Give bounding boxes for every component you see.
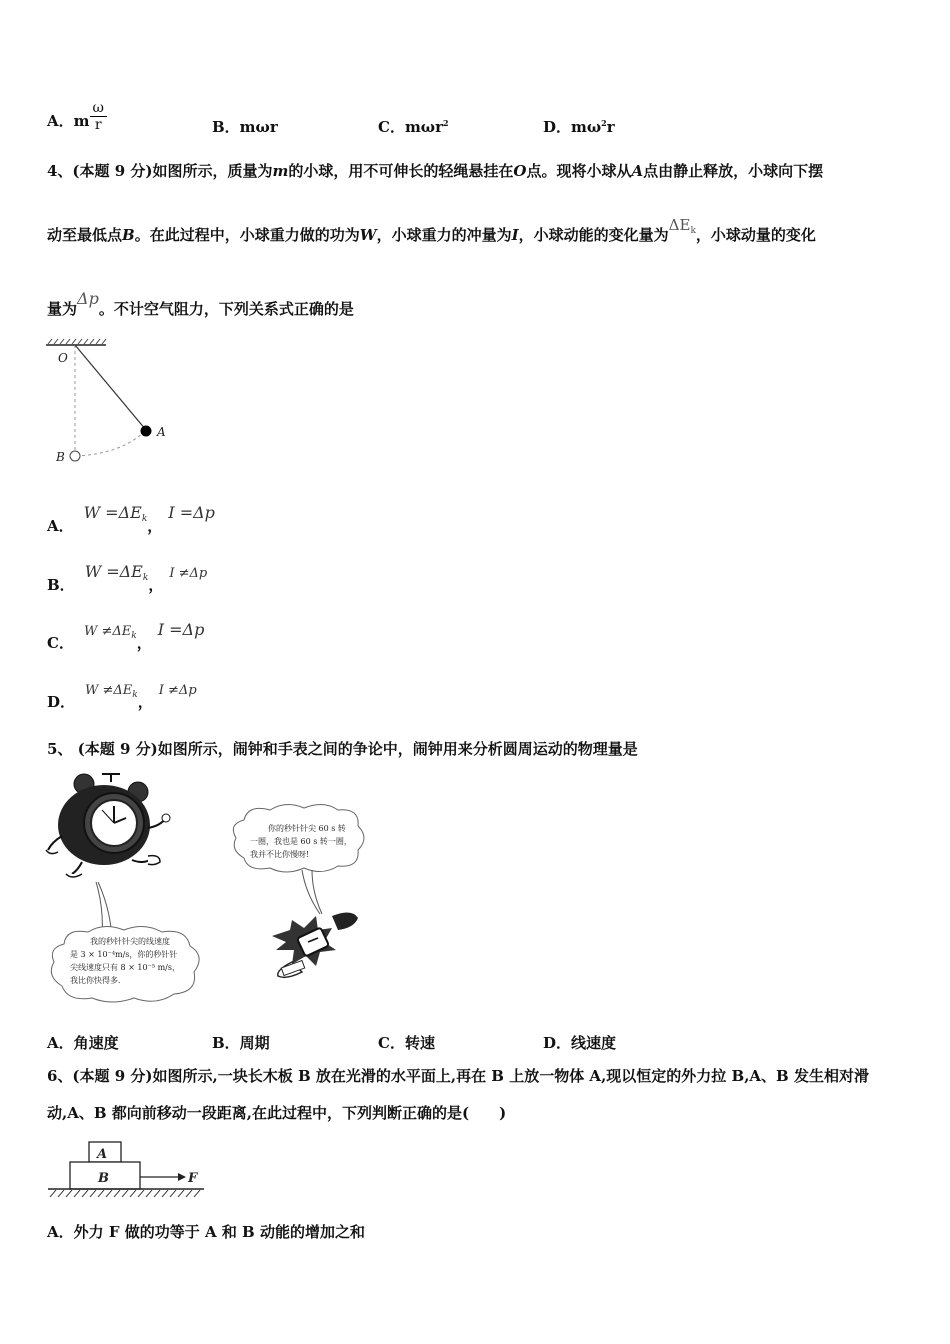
q3-option-a-fraction (90, 100, 107, 133)
q3-option-c[interactable] (378, 116, 449, 137)
ball-a (141, 426, 152, 437)
clock-bubble-line: 我比你快得多. (70, 976, 121, 985)
clock-bubble-text (70, 935, 200, 987)
q4-delta-ek-main: ΔE (668, 216, 691, 234)
q4-option-c-right: I =Δp (157, 620, 205, 639)
q3-option-d[interactable] (543, 116, 615, 137)
block-a-label: A (97, 1147, 108, 1162)
blocks-figure (44, 1138, 214, 1202)
q3-option-d-tail: r (606, 118, 615, 136)
q4-option-b-right: I ≠Δp (169, 566, 208, 581)
q4-option-b-left-sub: k (142, 573, 149, 583)
q4-option-d-left-sub: k (132, 690, 138, 700)
q3-option-b-label: B．mωr (212, 118, 278, 136)
q4-var-m: m (272, 162, 289, 180)
q4-text: ，小球重力的冲量为 (376, 226, 512, 244)
q4-option-a-left-main: W =ΔE (83, 503, 142, 522)
q4-option-d-right: I ≠Δp (158, 683, 197, 698)
q3-option-a-label: A．m (47, 112, 90, 130)
q5-option-a[interactable]: A．角速度 (47, 1034, 119, 1052)
q4-var-a: A (631, 162, 644, 180)
q4-option-d-label: D． (47, 693, 76, 711)
q3-option-c-label: C．mωr (378, 118, 443, 136)
q4-option-a-sep: ， (147, 517, 163, 535)
q5-option-c[interactable]: C．转速 (378, 1034, 435, 1052)
q4-var-w: W (359, 226, 377, 244)
q4-option-b-left-main: W =ΔE (84, 562, 143, 581)
q4-text: ，小球动量的变化 (695, 226, 816, 244)
wristwatch-cartoon (262, 906, 362, 981)
q3-option-d-exponent: 2 (601, 118, 607, 128)
force-arrow-head (178, 1173, 186, 1181)
q4-text: 。不计空气阻力，下列关系式正确的是 (98, 300, 354, 318)
label-b: B (56, 450, 65, 464)
q3-option-c-exponent: 2 (443, 118, 449, 128)
q6-stem-line-1: 6、(本题 9 分)如图所示,一块长木板 B 放在光滑的水平面上,再在 B 上放一物体 A,现以恒定的外力拉 B,A、B 发生相对滑 (47, 1067, 869, 1085)
q4-option-a[interactable] (47, 503, 215, 535)
watch-bubble-line: 一圈，我也是 60 s 转一圈， (250, 837, 352, 846)
watch-bubble-line: 你的秒针针尖 60 s 转 (268, 824, 346, 833)
q4-option-a-right: I =Δp (168, 503, 215, 522)
q4-text: 点由静止释放，小球向下摆 (643, 162, 824, 180)
q4-line-3 (47, 289, 354, 319)
q4-option-d[interactable] (47, 681, 197, 711)
q4-option-b-left (85, 562, 149, 581)
q4-text: 4、(本题 9 分)如图所示，质量为 (47, 162, 273, 180)
q4-option-d-left-main: W ≠ΔE (85, 683, 133, 698)
label-o: O (58, 351, 68, 365)
q3-option-a-numerator: ω (90, 100, 107, 117)
clock-bubble-line: 是 3 × 10⁻⁴m/s，你的秒针针 (70, 950, 178, 959)
clock-bubble-line: 尖线速度只有 8 × 10⁻⁵ m/s， (70, 963, 180, 972)
q4-option-a-label: A． (47, 517, 74, 535)
q4-text: ，小球动能的变化量为 (518, 226, 669, 244)
watch-bubble-line: 我并不比你慢呀! (250, 850, 310, 859)
q6-stem-line-2: 动,A、B 都向前移动一段距离,在此过程中，下列判断正确的是( ) (47, 1104, 507, 1122)
q3-option-b[interactable] (212, 116, 278, 137)
force-f-label: F (188, 1171, 198, 1186)
watch-bubble-text (250, 822, 360, 861)
q4-delta-p: Δp (77, 289, 99, 308)
q4-option-c[interactable] (47, 620, 205, 652)
pendulum-figure (40, 336, 180, 471)
q4-line-1 (47, 161, 823, 181)
q4-var-i: I (511, 226, 519, 244)
q4-option-b-sep: ， (148, 576, 164, 594)
q4-var-o: O (513, 162, 527, 180)
q4-line-2 (47, 216, 816, 251)
q3-option-a[interactable] (47, 99, 107, 133)
alarm-clock-cartoon (42, 770, 172, 885)
ball-b (70, 451, 80, 461)
q4-option-d-sep: ， (137, 693, 153, 711)
q3-option-a-denominator: r (94, 116, 102, 133)
q4-text: 的小球，用不可伸长的轻绳悬挂在 (288, 162, 514, 180)
q4-var-b: B (122, 226, 135, 244)
q5-stem: 5、 (本题 9 分)如图所示，闹钟和手表之间的争论中，闹钟用来分析圆周运动的物理量是 (47, 740, 638, 758)
q3-option-d-label: D．mω (543, 118, 602, 136)
q4-option-c-sep: ， (136, 634, 152, 652)
q5-option-b[interactable]: B．周期 (212, 1034, 270, 1052)
q4-option-c-left-sub: k (131, 631, 137, 641)
board-b-label: B (98, 1171, 109, 1186)
q4-option-d-left (85, 683, 138, 698)
q4-delta-ek (669, 216, 696, 234)
q4-text: 。在此过程中，小球重力做的功为 (134, 226, 360, 244)
q4-option-a-left-sub: k (141, 514, 148, 524)
q4-option-c-left-main: W ≠ΔE (83, 624, 132, 639)
label-a: A (157, 425, 166, 439)
q4-option-c-label: C． (47, 634, 74, 652)
q5-option-d[interactable]: D．线速度 (543, 1034, 617, 1052)
clock-bubble-line: 我的秒针针尖的线速度 (90, 937, 170, 946)
q4-option-a-left (84, 503, 148, 522)
q6-option-a[interactable]: A．外力 F 做的功等于 A 和 B 动能的增加之和 (47, 1223, 365, 1241)
q4-text: 点。现将小球从 (526, 162, 632, 180)
q4-option-b[interactable] (47, 562, 208, 594)
q4-text: 动至最低点 (47, 226, 123, 244)
q4-option-c-left (84, 624, 137, 639)
q4-option-b-label: B． (47, 576, 75, 594)
q4-delta-ek-sub: k (690, 226, 696, 236)
q4-text: 量为 (47, 300, 78, 318)
